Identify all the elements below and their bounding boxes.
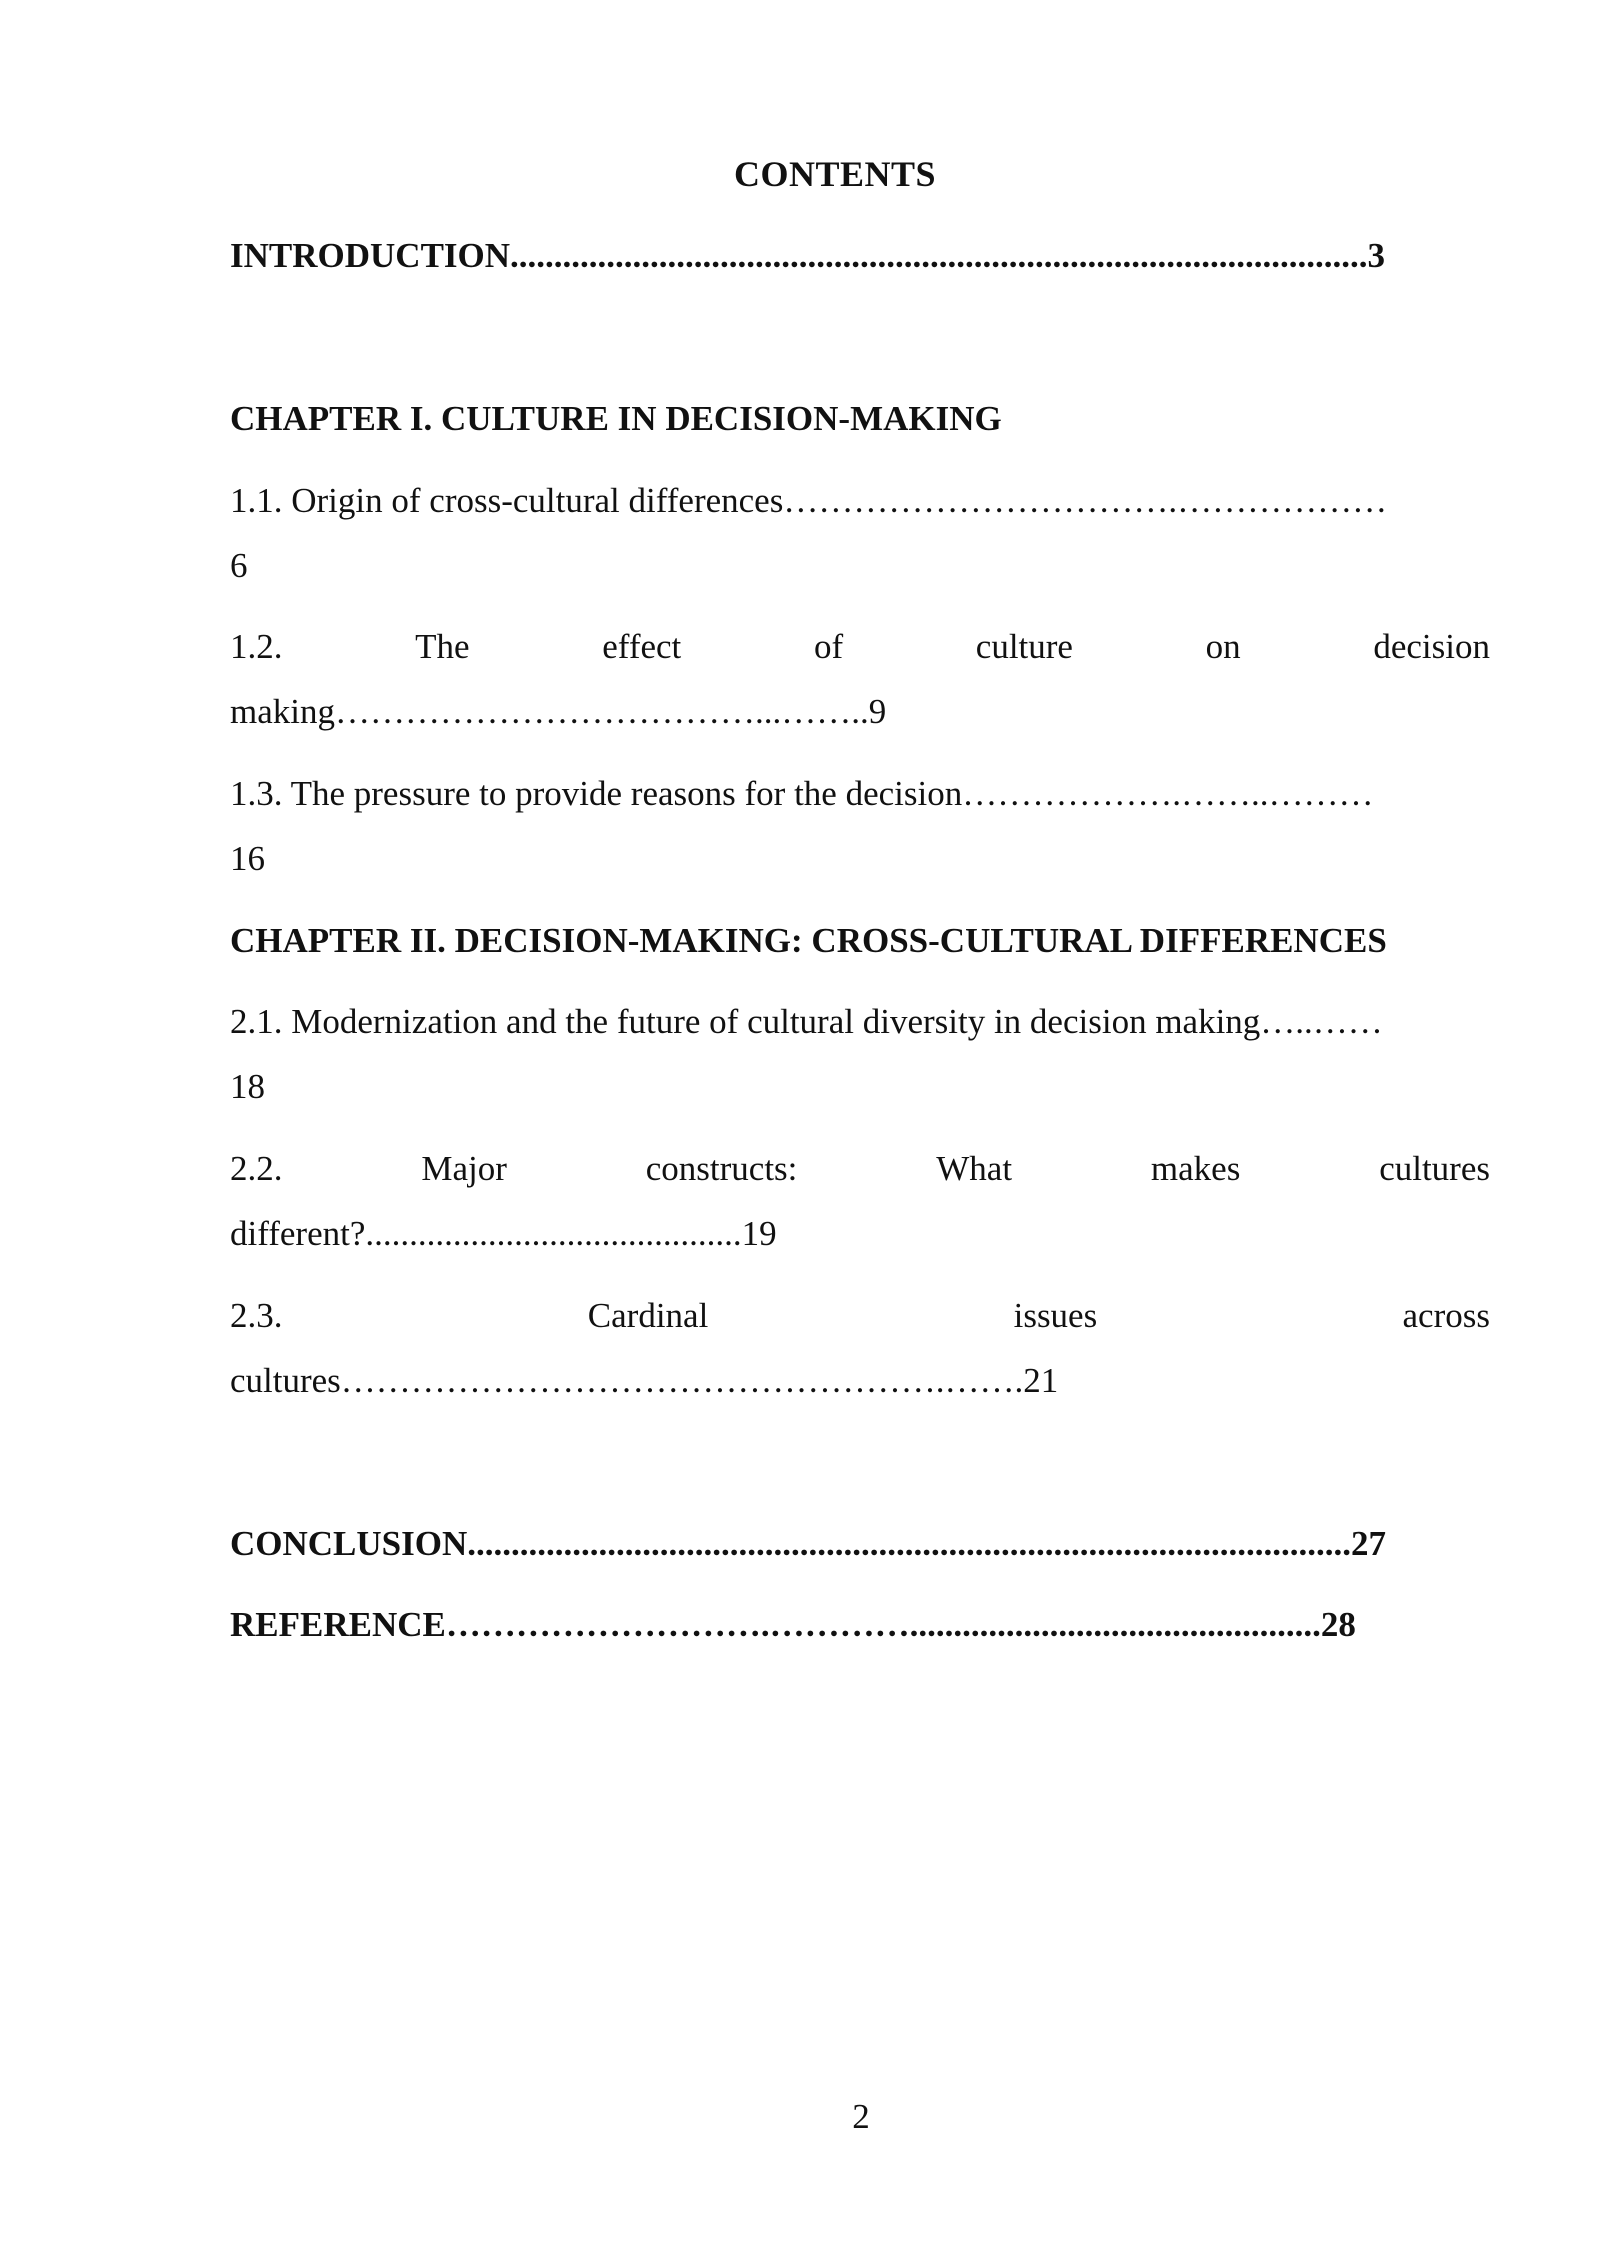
chapter-1-heading[interactable]: CHAPTER I. CULTURE IN DECISION-MAKING: [230, 399, 1002, 438]
toc-word: What: [936, 1149, 1013, 1188]
toc-word: Major: [421, 1149, 507, 1188]
toc-word: across: [1402, 1296, 1490, 1335]
toc-entry-1-2[interactable]: [230, 625, 1490, 669]
chapter-2-heading[interactable]: CHAPTER II. DECISION-MAKING: CROSS-CULTURAL DIFFERENCES: [230, 921, 1387, 960]
toc-word: on: [1205, 627, 1241, 666]
toc-entry-introduction[interactable]: INTRODUCTION..................................................................................................3: [230, 236, 1386, 275]
toc-entry-2-3[interactable]: [230, 1294, 1490, 1338]
toc-word: 2.2.: [230, 1149, 283, 1188]
toc-word: issues: [1013, 1296, 1098, 1335]
toc-entry-1-1[interactable]: 1.1. Origin of cross-cultural differences…………………………….………………: [230, 481, 1388, 520]
toc-entry-2-3-line2: cultures…………………………………………….…….21: [230, 1361, 1059, 1400]
toc-word: constructs:: [645, 1149, 798, 1188]
toc-word: culture: [975, 627, 1073, 666]
toc-entry-conclusion[interactable]: CONCLUSION.....................................................................................................27: [230, 1524, 1387, 1563]
toc-entry-2-1-page: 18: [230, 1067, 265, 1106]
toc-entry-1-3[interactable]: 1.3. The pressure to provide reasons for the decision……………….……..………: [230, 774, 1374, 813]
toc-word: Cardinal: [587, 1296, 709, 1335]
toc-word: 1.2.: [230, 627, 283, 666]
toc-word: cultures: [1379, 1149, 1490, 1188]
toc-word: of: [813, 627, 844, 666]
toc-entry-1-3-page: 16: [230, 839, 265, 878]
toc-word: effect: [602, 627, 682, 666]
toc-word: The: [415, 627, 470, 666]
contents-title: CONTENTS: [733, 154, 937, 194]
toc-word: 2.3.: [230, 1296, 283, 1335]
toc-word: decision: [1373, 627, 1490, 666]
toc-entry-2-2[interactable]: [230, 1147, 1490, 1191]
toc-entry-reference[interactable]: REFERENCE……………………….…………...............................................28: [230, 1605, 1356, 1644]
toc-entry-1-1-page: 6: [230, 546, 248, 585]
toc-word: makes: [1150, 1149, 1241, 1188]
toc-entry-2-1[interactable]: 2.1. Modernization and the future of cultural diversity in decision making…..……: [230, 1002, 1383, 1041]
toc-entry-2-2-line2: different?...........................................19: [230, 1214, 777, 1253]
page-number: 2: [852, 2097, 870, 2136]
toc-entry-1-2-line2: making………………………………...……..9: [230, 692, 887, 731]
